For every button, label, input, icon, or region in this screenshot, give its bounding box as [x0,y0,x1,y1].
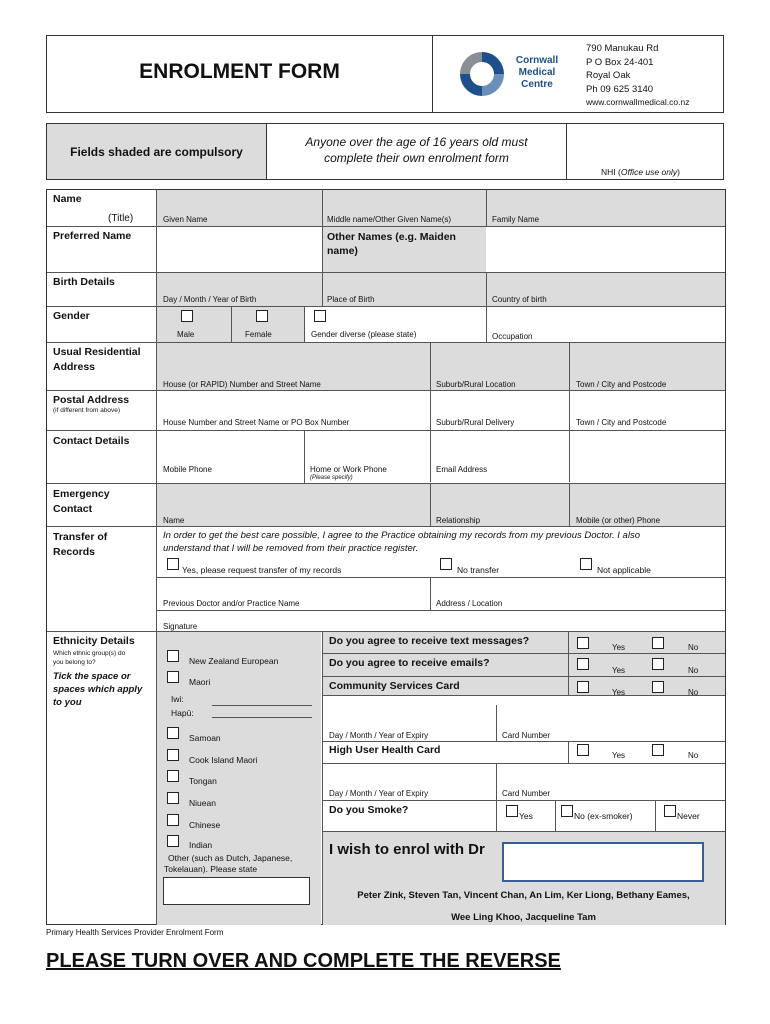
niuean-checkbox[interactable] [167,792,179,804]
text-no-label: No [688,643,699,652]
transfer-options-line [157,577,725,578]
iwi-label: Iwi: [171,694,184,704]
doctor-choice-input[interactable] [502,842,704,882]
logo-line-1: Cornwall [515,55,559,66]
place-of-birth-label: Place of Birth [327,295,375,304]
chinese-label: Chinese [189,820,221,830]
nz-european-checkbox[interactable] [167,650,179,662]
family-name-label: Family Name [492,215,540,224]
smoke-ex-label: No (ex-smoker) [574,811,633,821]
mobile-phone-label: Mobile Phone [163,465,212,474]
smoke-never-label: Never [677,811,700,821]
gender-divider-1 [231,306,232,343]
gender-diverse-label: Gender diverse (please state) [311,330,417,339]
other-ethnicity-note [164,853,292,875]
male-label: Male [177,330,195,339]
address-divider-1 [430,342,431,482]
niuean-label: Niuean [189,798,216,808]
birth-divider-1 [322,272,323,306]
contact-details-label: Contact Details [53,435,130,447]
emergency-label-line-2: Contact [53,503,93,515]
text-row-line [322,653,725,654]
community-services-card-label: Community Services Card [329,680,460,692]
csc-card-number-label: Card Number [502,731,551,740]
contact-divider [304,430,305,483]
text-messages-question: Do you agree to receive text messages? [329,635,530,647]
signature-row-line [47,631,725,632]
hapu-line [212,717,312,718]
preferred-name-label: Preferred Name [53,230,132,242]
enrol-prompt: I wish to enrol with Dr [329,841,485,858]
doctor-list-line-1: Peter Zink, Steven Tan, Vincent Chan, An Lim, Ker Liong, Bethany Eames, [357,890,690,901]
address-line-2: P O Box 24-401 [586,56,654,68]
transfer-label-line-2: Records [53,546,96,558]
high-user-health-card-label: High User Health Card [329,744,441,756]
csc-yes-checkbox[interactable] [577,681,589,693]
transfer-label-line-1: Transfer of [53,531,108,543]
csc-row-line [322,695,725,696]
emergency-label [53,487,110,517]
maori-label: Maori [189,677,211,687]
transfer-yes-checkbox[interactable] [167,558,179,570]
email-row-line [322,676,725,677]
text-yes-checkbox[interactable] [577,637,589,649]
hu-yes-checkbox[interactable] [577,744,589,756]
smoke-yes-checkbox[interactable] [506,805,518,817]
email-no-label: No [688,666,699,675]
middle-name-label: Middle name/Other Given Name(s) [327,215,452,224]
hu-yes-label: Yes [612,751,626,760]
nhi-suffix: ) [677,167,680,177]
occupation-label: Occupation [492,332,533,341]
hu-no-label: No [688,751,699,760]
nhi-office-use: Office use only [620,167,678,177]
age-notice [266,134,567,166]
residential-house-label: House (or RAPID) Number and Street Name [163,380,321,389]
iwi-line [212,705,312,706]
dob-label: Day / Month / Year of Birth [163,295,257,304]
email-yes-checkbox[interactable] [577,658,589,670]
country-of-birth-label: Country of birth [492,295,547,304]
ethnicity-tick-note [53,670,142,709]
home-phone-note: (Please specify) [310,475,353,481]
smoke-question: Do you Smoke? [329,804,409,816]
hu-card-number-label: Card Number [502,789,551,798]
yes-no-divider-2 [568,741,569,763]
transfer-yes-label: Yes, please request transfer of my records [182,565,342,575]
transfer-consent-line-2: understand that I will be removed from their practice register. [163,543,419,554]
cornwall-logo-icon [456,48,512,100]
not-applicable-checkbox[interactable] [580,558,592,570]
residential-label-line-1: Usual Residential [53,346,141,358]
logo-line-2: Medical [518,67,556,78]
postal-address-label: Postal Address [53,394,130,406]
email-no-checkbox[interactable] [652,658,664,670]
title-label: (Title) [108,213,134,224]
hu-expiry-line [322,800,725,801]
address-line-4: Ph 09 625 3140 [586,83,654,95]
gender-divider-3 [486,306,487,343]
postal-suburb-label: Suburb/Rural Delivery [436,418,515,427]
gender-row-line [47,342,725,343]
smoke-ex-checkbox[interactable] [561,805,573,817]
hapu-label: Hapū: [171,708,194,718]
emergency-row-line [47,526,725,527]
cook-island-checkbox[interactable] [167,749,179,761]
gender-divider-2 [304,306,305,343]
nhi-prefix: NHI ( [601,167,621,177]
text-no-checkbox[interactable] [652,637,664,649]
emergency-name-label: Name [163,516,185,525]
text-yes-label: Yes [612,643,626,652]
indian-label: Indian [189,840,213,850]
smoke-divider-2 [555,800,556,831]
contact-row-line [47,483,725,484]
ethnicity-note-line-2: you belong to? [53,659,96,666]
transfer-consent-line-1: In order to get the best care possible, I agree to the Practice obtaining my records from my previous Doctor. I also [163,530,640,541]
birth-row-line [47,306,725,307]
csc-yes-label: Yes [612,688,626,697]
smoke-yes-label: Yes [519,811,533,821]
no-transfer-checkbox[interactable] [440,558,452,570]
logo-line-3: Centre [521,79,553,90]
transfer-label [53,530,107,560]
other-names-line-2: name) [327,245,358,257]
chinese-checkbox[interactable] [167,814,179,826]
compulsory-notice: Fields shaded are compulsory [70,145,243,159]
postal-house-label: House Number and Street Name or PO Box Number [163,418,350,427]
female-checkbox[interactable] [256,310,268,322]
birth-divider-2 [486,272,487,306]
female-label: Female [245,330,272,339]
residential-town-label: Town / City and Postcode [576,380,667,389]
logo-text [512,55,562,91]
hu-expiry-label: Day / Month / Year of Expiry [329,789,429,798]
tick-line-2: spaces which apply [53,684,143,695]
smoke-never-checkbox[interactable] [664,805,676,817]
home-work-phone-label: Home or Work Phone [310,465,387,474]
maori-checkbox[interactable] [167,671,179,683]
ethnicity-note-line-1: Which ethnic group(s) do [53,650,126,657]
cook-island-label: Cook Island Maori [189,755,258,765]
doctor-list-line-2: Wee Ling Khoo, Jacqueline Tam [451,912,596,923]
given-name-label: Given Name [163,215,208,224]
hu-no-checkbox[interactable] [652,744,664,756]
csc-expiry-line [322,741,725,742]
residential-suburb-label: Suburb/Rural Location [436,380,516,389]
emergency-label-line-1: Emergency [53,488,110,500]
tick-line-1: Tick the space or [53,671,131,682]
emergency-mobile-label: Mobile (or other) Phone [576,516,661,525]
not-applicable-label: Not applicable [597,565,651,575]
name-label: Name [53,193,82,205]
other-ethnicity-line-2: Tokelauan). Please state [164,864,258,874]
middle-divider [322,189,323,272]
nhi-label [601,167,680,177]
postal-row-line [47,430,725,431]
previous-doctor-label: Previous Doctor and/or Practice Name [163,599,300,608]
address-line-1: 790 Manukau Rd [586,43,659,54]
emergency-divider-1 [430,483,431,526]
ethnicity-label: Ethnicity Details [53,635,135,647]
address-divider-2 [569,342,570,482]
transfer-divider [430,577,431,610]
nz-european-label: New Zealand European [189,656,279,666]
preferred-row-line [47,272,725,273]
previous-address-label: Address / Location [436,599,503,608]
emergency-divider-2 [569,483,570,526]
residential-row-line [47,390,725,391]
other-ethnicity-input[interactable] [163,877,310,905]
transfer-consent [163,529,640,555]
footer-form-note: Primary Health Services Provider Enrolment Form [46,928,224,937]
tick-line-3: to you [53,697,82,708]
other-names-line-1: Other Names (e.g. Maiden [327,231,456,243]
turn-over-notice: PLEASE TURN OVER AND COMPLETE THE REVERSE [46,950,561,972]
address-line-3: Royal Oak [586,70,631,81]
tongan-label: Tongan [189,776,217,786]
email-yes-label: Yes [612,666,626,675]
emails-question: Do you agree to receive emails? [329,657,490,669]
smoke-divider-3 [655,800,656,831]
birth-details-label: Birth Details [53,276,115,288]
other-names-label [327,230,456,258]
age-notice-line-2: complete their own enrolment form [324,151,509,165]
male-checkbox[interactable] [181,310,193,322]
csc-expiry-label: Day / Month / Year of Expiry [329,731,429,740]
no-transfer-label: No transfer [457,565,500,575]
csc-expiry-divider [496,705,497,741]
address-website: www.cornwallmedical.co.nz [586,97,690,107]
csc-no-checkbox[interactable] [652,681,664,693]
samoan-checkbox[interactable] [167,727,179,739]
residential-label-line-2: Address [53,361,96,373]
ethnicity-note [53,649,125,667]
csc-no-label: No [688,688,699,697]
residential-label [53,345,141,375]
signature-label: Signature [163,622,198,631]
indian-checkbox[interactable] [167,835,179,847]
family-divider [486,189,487,226]
postal-address-note: (if different from above) [53,407,121,414]
name-row-line [47,226,725,227]
other-ethnicity-line-1: Other (such as Dutch, Japanese, [168,853,293,863]
email-address-label: Email Address [436,465,488,474]
hu-row-line [322,763,725,764]
samoan-label: Samoan [189,733,221,743]
smoke-row-line [322,831,725,832]
prev-doctor-row-line [157,610,725,611]
hu-expiry-divider [496,763,497,800]
postal-town-label: Town / City and Postcode [576,418,667,427]
smoke-divider-1 [496,800,497,831]
gender-diverse-checkbox[interactable] [314,310,326,322]
gender-label: Gender [53,310,90,322]
tongan-checkbox[interactable] [167,770,179,782]
age-notice-line-1: Anyone over the age of 16 years old must [305,135,528,149]
yes-no-divider [568,631,569,695]
practice-address [586,42,689,110]
relationship-label: Relationship [436,516,481,525]
form-title: ENROLMENT FORM [139,60,340,83]
